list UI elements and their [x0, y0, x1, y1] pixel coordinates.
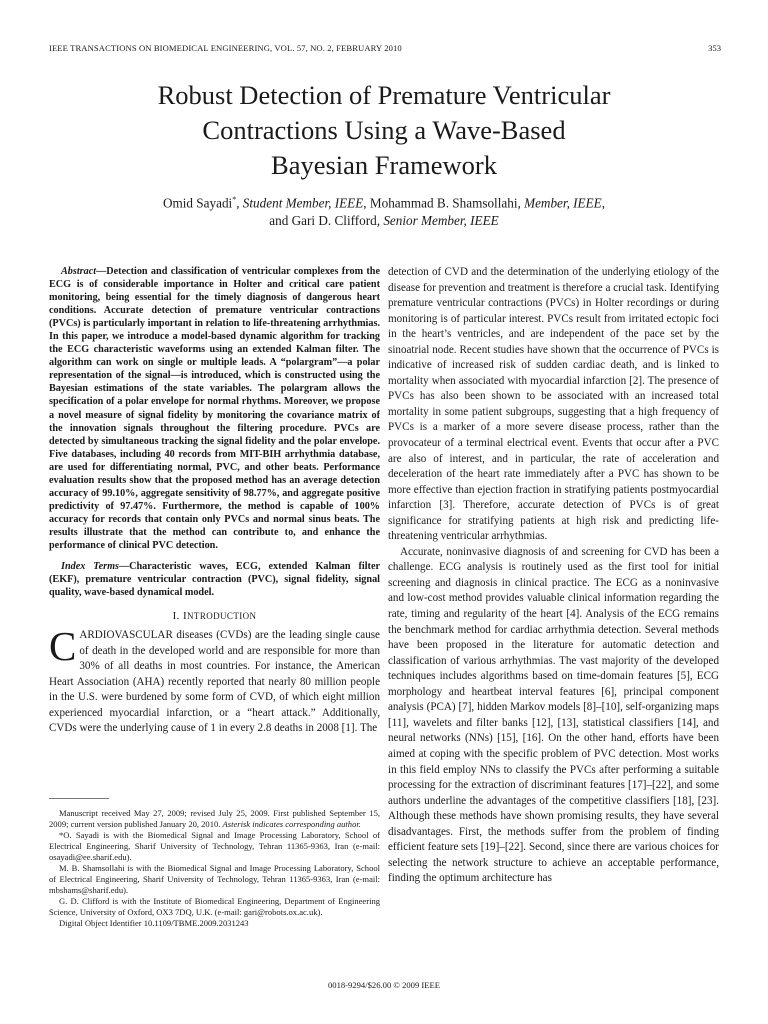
abstract-text: —Detection and classification of ventricular complexes from the ECG is of considerable importance in Holter and critical care patient monitoring, being essential for the timely diagnosis of dangerous heart conditions. Accurate detection of premature ventricular contractions (PVCs) is particularly important in relation to life-threatening arrhythmias. In this paper, we introduce a model-based dynamic algorithm for tracking the ECG characteristic waveforms using an extended Kalman filter. The algorithm can work on single or multiple leads. A “polargram”—a polar representation of the signal—is introduced, which is constructed using the Bayesian estimations of the state variables. The polargram allows the specification of a polar envelope for normal rhythms. Moreover, we propose a novel measure of signal fidelity by monitoring the covariance matrix of the innovation signals throughout the filtering procedure. PVCs are detected by simultaneous tracking the signal fidelity and the polar envelope. Five databases, including 40 records from MIT-BIH arrhythmia database, are used for differentiating normal, PVC, and other beats. Performance evaluation results show that the proposed method has an average detection accuracy of 99.10%, aggregate sensitivity of 98.77%, and aggregate positive predictivity of 97.47%. Furthermore, the method is capable of 100% accuracy for records that contain only PVCs and normal sinus beats. The results illustrate that the method can contribute to, and enhance the performance of clinical PVC detection.: [49, 266, 380, 551]
section-heading: [49, 610, 380, 622]
body-paragraph: [388, 545, 719, 887]
author-role: , Member, IEEE: [517, 195, 602, 211]
section-rest: NTRODUCTION: [187, 611, 257, 622]
section-first-letter: I: [182, 610, 188, 623]
footnote-divider: [49, 798, 109, 799]
author-line-1: [0, 191, 768, 212]
author-name: Omid Sayadi: [162, 195, 233, 211]
abstract: [49, 265, 380, 552]
author-role: , Senior Member, IEEE: [376, 213, 499, 229]
index-terms-text: —Characteristic waves, ECG, extended Kalman filter (EKF), premature ventricular contraction (PVC), signal fidelity, signal quality, wave-based dynamical model.: [49, 561, 380, 599]
body-paragraph: detection of CVD and the determination of the underlying etiology of the disease for prevention and treatment is therefore a crucial task. Identifying premature ventricular contractions (PVCs) in Holter recordings or during monitoring is of particular interest. PVCs result from irritated ectopic foci in the heart’s ventricles, and are independent of the pace set by the sinoatrial node. Recent studies have shown that the occurrence of PVCs is indicative of increased risk of sudden cardiac death, and is linked to mortality when associated with myocardial infarction [2]. The presence of PVCs has also been shown to be associated with an increased total mortality in some patient subgroups, suggesting that a high frequency of PVCs is a marker of a more severe disease process, rather than the provocateur of a terminal electrical event. Events that occur after a PVC are also of interest, and in particular, the rate of acceleration and deceleration of the heart rate immediately after a PVC has shown to be more effective than ejection fraction in stratifying patients postmyocardial infarction [3]. Therefore, accurate detection of PVCs is of great significance for stratifying patients at high risk and predicting life-threatening ventricular arrhythmias.: [388, 266, 719, 543]
footnote-text: Manuscript received May 27, 2009; revised July 25, 2009. First published September 15, 2009; current version published January 20, 2010.: [49, 808, 380, 830]
index-terms: [49, 560, 380, 599]
paper-title: [0, 78, 768, 183]
title-line: Contractions Using a Wave-Based: [202, 115, 566, 145]
footnote-doi: Digital Object Identifier 10.1109/TBME.2009.2031243: [59, 918, 249, 929]
page-number: 353: [708, 43, 721, 53]
corresponding-mark: *: [232, 195, 237, 204]
footnote-italic: Asterisk indicates corresponding author.: [222, 819, 361, 830]
running-header: IEEE TRANSACTIONS ON BIOMEDICAL ENGINEERING, VOL. 57, NO. 2, FEBRUARY 2010: [49, 43, 402, 53]
footnote-author-2: M. B. Shamsollahi is with the Biomedical Signal and Image Processing Laboratory, School of Electrical Engineering, Sharif University of Technology, Tehran 11365-9363, Iran (e-mail: mbshams@sharif.edu).: [49, 863, 380, 896]
index-terms-label: Index Terms: [61, 561, 119, 573]
intro-paragraph: CARDIOVASCULAR diseases (CVDs) are the leading single cause of death in the developed world and are responsible for more than 30% of all deaths in most countries. For instance, the American Heart Association (AHA) recently reported that nearly 80 million people in the U.S. were burdened by some form of CVD, of which eight million experienced myocardial infarction, or a “heart attack.” Additionally, CVDs were the underlying cause of 1 in every 2.8 deaths in 2008 [1]. The: [49, 623, 380, 735]
footnote-manuscript: [49, 808, 380, 830]
abstract-label: Abstract: [61, 266, 97, 277]
footnote-author-1: *O. Sayadi is with the Biomedical Signal and Image Processing Laboratory, School of Electrical Engineering, Sharif University of Technology, Tehran 11365-9363, Iran (e-mail: osayadi@ee.sharif.edu).: [49, 830, 380, 863]
body-paragraph-text: Accurate, noninvasive diagnosis of and screening for CVD has been a challenge. ECG analysis is routinely used as the first tool for initial screening and diagnosis in clinical practice. The ECG as a noninvasive and low-cost method provides valuable clinical information regarding the rate, timing and regularity of the heart [4]. Analysis of the ECG remains the benchmark method for cardiac arrhythmia detection. Several methods have been proposed in the literature for automatic detection and classification of various arrhythmias. The vast majority of the developed techniques includes algorithms based on time-domain features [5], ECG morphology and heartbeat interval features [6], principal component analysis (PCA) [7], hidden Markov models [8]–[10], self-organizing maps [11], wavelets and filter banks [12], [13], statistical classifiers [14], and neural networks (NNs) [15], [16]. On the other hand, efforts have been aimed at coping with the specific problem of PVC detection. Most works in this field employ NNs to classify the PVCs after performing a suitable processing for the extraction of discriminant features [17]–[22], and some authors underline the advantages of the competitive classifiers [18], [23]. Although these methods have shown promising results, they have several disadvantages. First, the methods suffer from the problem of finding efficient feature sets [19]–[22]. Second, since there are various choices for selecting the network structure to achieve an acceptable performance, finding the optimum architecture has: [388, 545, 719, 885]
footnotes: [49, 808, 380, 930]
author-list: [0, 191, 768, 230]
author-line-2: [0, 212, 768, 230]
section-numeral: I.: [172, 610, 183, 623]
footnote-author-3: G. D. Clifford is with the Institute of Biomedical Engineering, Department of Engineering Science, University of Oxford, OX3 7DQ, U.K. (e-mail: gari@robots.ox.ac.uk).: [49, 896, 380, 918]
title-line: Robust Detection of Premature Ventricular: [157, 80, 611, 110]
author-name: and Gari D. Clifford: [269, 213, 377, 229]
copyright-footer: 0018-9294/$26.00 © 2009 IEEE: [327, 980, 441, 990]
left-column: [49, 265, 380, 737]
author-name: , Mohammad B. Shamsollahi: [363, 195, 518, 211]
title-line: Bayesian Framework: [271, 150, 497, 180]
author-role: , Student Member, IEEE: [236, 195, 364, 211]
author-separator: ,: [601, 195, 606, 211]
right-column: [388, 265, 719, 887]
